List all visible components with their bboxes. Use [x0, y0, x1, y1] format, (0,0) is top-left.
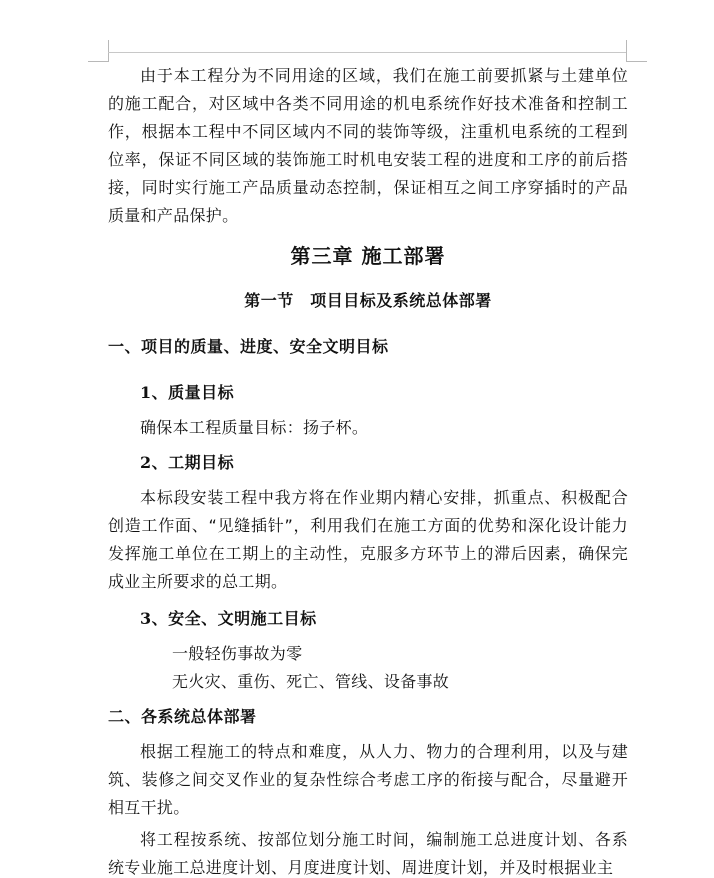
crop-mark-top-left	[88, 40, 109, 62]
safety-goal-line-1: 一般轻伤事故为零	[172, 644, 303, 663]
heading-schedule-goal: 2、工期目标	[140, 453, 235, 472]
document-body	[108, 62, 628, 878]
crop-mark-top-right	[626, 40, 647, 62]
header-rule	[108, 52, 626, 53]
safety-goal-line-2: 无火灾、重伤、死亡、管线、设备事故	[172, 672, 450, 691]
deployment-paragraph-2: 将工程按系统、按部位划分施工时间，编制施工总进度计划、各系统专业施工总进度计划、月度进度计划、周进度计划，并及时根据业主	[108, 830, 628, 877]
chapter-title: 第三章 施工部署	[290, 244, 446, 268]
heading-goals: 一、项目的质量、进度、安全文明目标	[108, 337, 389, 356]
deployment-paragraph-1: 根据工程施工的特点和难度，从人力、物力的合理利用，以及与建筑、装修之间交叉作业的复杂性综合考虑工序的衔接与配合，尽量避开相互干扰。	[108, 742, 628, 817]
schedule-goal-text: 本标段安装工程中我方将在作业期内精心安排，抓重点、积极配合创造工作面、“见缝插针”，利用我们在施工方面的优势和深化设计能力发挥施工单位在工期上的主动性，克服多方环节上的滞后因素，确保完成业主所要求的总工期。	[108, 488, 628, 591]
section-title: 第一节 项目目标及系统总体部署	[244, 291, 492, 310]
intro-paragraph: 由于本工程分为不同用途的区域，我们在施工前要抓紧与土建单位的施工配合，对区域中各类不同用途的机电系统作好技术准备和控制工作，根据本工程中不同区域内不同的装饰等级，注重机电系统的工程到位率，保证不同区域的装饰施工时机电安装工程的进度和工序的前后搭接，同时实行施工产品质量动态控制，保证相互之间工序穿插时的产品质量和产品保护。	[108, 66, 628, 225]
quality-goal-text: 确保本工程质量目标：扬子杯。	[140, 418, 369, 437]
heading-system-deployment: 二、各系统总体部署	[108, 707, 257, 726]
heading-quality-goal: 1、质量目标	[140, 383, 235, 402]
heading-safety-goal: 3、安全、文明施工目标	[140, 609, 317, 628]
